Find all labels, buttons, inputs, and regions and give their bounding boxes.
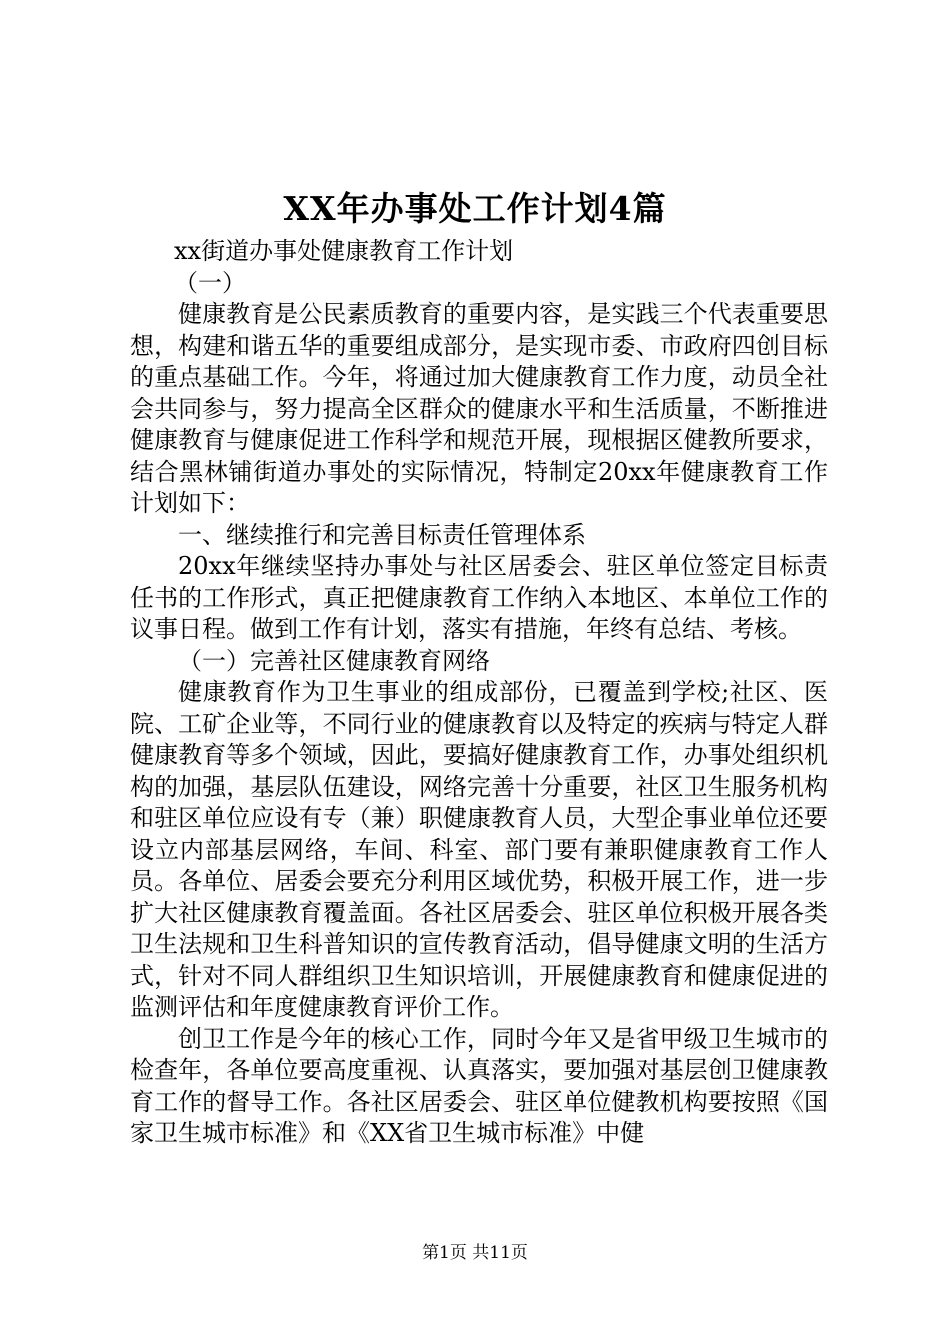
page-footer: 第1页 共11页 <box>422 1243 528 1263</box>
heading-section-1: 一、继续推行和完善目标责任管理体系 <box>178 520 586 549</box>
paragraph-intro: 健康教育是公民素质教育的重要内容，是实践三个代表重要思想，构建和谐五华的重要组成部分，是实现市委、市政府四创目标的重点基础工作。今年，将通过加大健康教育工作力度，动员全社会共同参与，努力提高全区群众的健康水平和生活质量，不断推进健康教育与健康促进工作科学和规范开展，现根据区健教所要求，结合黑林铺街道办事处的实际情况，特制定20xx年健康教育工作计划如下： <box>130 300 828 517</box>
paragraph-responsibility: 20xx年继续坚持办事处与社区居委会、驻区单位签定目标责任书的工作形式，真正把健康教育工作纳入本地区、本单位工作的议事日程。做到工作有计划，落实有措施，年终有总结、考核。 <box>130 552 828 643</box>
document-title: XX年办事处工作计划4篇 <box>283 189 667 228</box>
paragraph-network: 健康教育作为卫生事业的组成部份，已覆盖到学校;社区、医院、工矿企业等，不同行业的健康教育以及特定的疾病与特定人群健康教育等多个领域，因此，要搞好健康教育工作，办事处组织机构的加强，基层队伍建设，网络完善十分重要，社区卫生服务机构和驻区单位应设有专（兼）职健康教育人员，大型企事业单位还要设立内部基层网络，车间、科室、部门要有兼职健康教育工作人员。各单位、居委会要充分利用区域优势，积极开展工作，进一步扩大社区健康教育覆盖面。各社区居委会、驻区单位积极开展各类卫生法规和卫生科普知识的宣传教育活动，倡导健康文明的生活方式，针对不同人群组织卫生知识培训，开展健康教育和健康促进的监测评估和年度健康教育评价工作。 <box>130 678 828 1021</box>
document-subtitle: xx街道办事处健康教育工作计划 <box>174 237 514 265</box>
heading-subsection-1: （一）完善社区健康教育网络 <box>178 646 490 675</box>
section-marker: （一） <box>174 268 246 297</box>
paragraph-sanitation: 创卫工作是今年的核心工作，同时今年又是省甲级卫生城市的检查年，各单位要高度重视、认真落实，要加强对基层创卫健康教育工作的督导工作。各社区居委会、驻区单位健教机构要按照《国家卫生城市标准》和《XX省卫生城市标准》中健 <box>130 1024 828 1147</box>
document-body <box>130 236 828 1150</box>
